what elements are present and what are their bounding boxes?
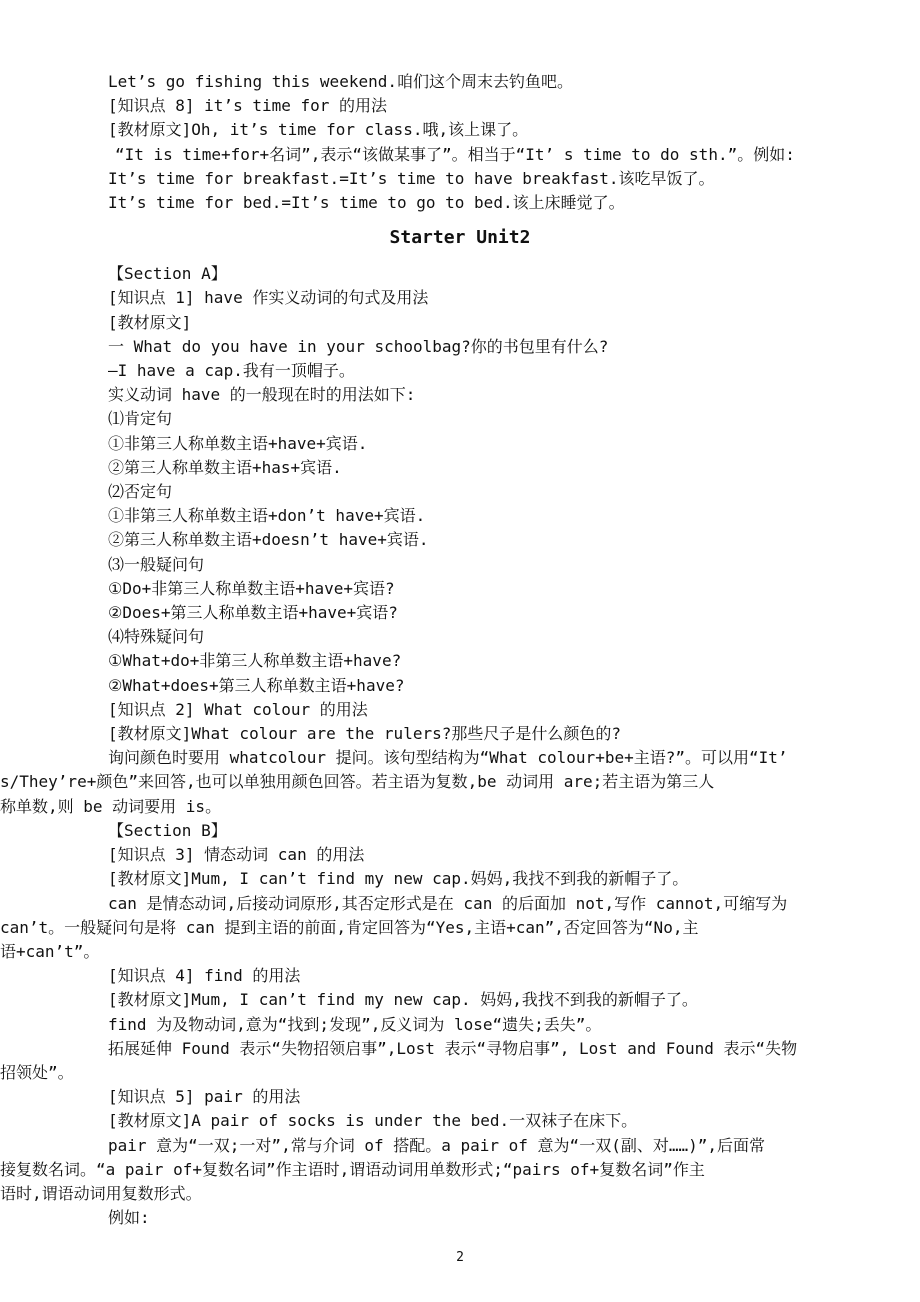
- list-item: ①What+do+非第三人称单数主语+have?: [108, 651, 402, 671]
- text-line: “It is time+for+名词”,表示“该做某事了”。相当于“It’ s time to do sth.”。例如:: [115, 144, 795, 164]
- textbook-quote-label: [教材原文]: [108, 312, 192, 332]
- paragraph-line: 接复数名词。“a pair of+复数名词”作主语时,谓语动词用单数形式;“pairs of+复数名词”作主: [0, 1159, 705, 1179]
- list-item: ①Do+非第三人称单数主语+have+宾语?: [108, 578, 395, 598]
- paragraph-line: 称单数,则 be 动词要用 is。: [0, 796, 222, 816]
- textbook-quote: [教材原文]Oh, it’s time for class.哦,该上课了。: [108, 120, 529, 140]
- dialogue-line: —I have a cap.我有一顶帽子。: [108, 361, 355, 381]
- list-heading: ⑶一般疑问句: [108, 554, 205, 574]
- knowledge-point-heading: [知识点 4] find 的用法: [108, 966, 301, 986]
- knowledge-point-heading: [知识点 8] it’s time for 的用法: [108, 96, 388, 116]
- paragraph-line: can’t。一般疑问句是将 can 提到主语的前面,肯定回答为“Yes,主语+can”,否定回答为“No,主: [0, 917, 699, 937]
- section-heading: 【Section A】: [108, 264, 227, 284]
- example-line: It’s time for bed.=It’s time to go to bed.该上床睡觉了。: [108, 193, 625, 213]
- paragraph-line: 语时,谓语动词用复数形式。: [0, 1183, 202, 1203]
- text-line: 实义动词 have 的一般现在时的用法如下:: [108, 385, 416, 405]
- example-label: 例如:: [108, 1208, 150, 1228]
- textbook-quote: [教材原文]A pair of socks is under the bed.一双袜子在床下。: [108, 1111, 638, 1131]
- paragraph-line: 招领处”。: [0, 1062, 74, 1082]
- paragraph-line: can 是情态动词,后接动词原形,其否定形式是在 can 的后面加 not,写作 cannot,可缩写为: [108, 893, 788, 913]
- page-number: 2: [456, 1250, 464, 1265]
- knowledge-point-heading: [知识点 3] 情态动词 can 的用法: [108, 845, 365, 865]
- paragraph-line: 语+can’t”。: [0, 941, 100, 961]
- list-item: ②What+does+第三人称单数主语+have?: [108, 675, 405, 695]
- list-heading: ⑴肯定句: [108, 409, 173, 429]
- list-item: ②第三人称单数主语+doesn’t have+宾语.: [108, 530, 429, 550]
- paragraph-line: 拓展延伸 Found 表示“失物招领启事”,Lost 表示“寻物启事”, Lost and Found 表示“失物: [108, 1038, 798, 1058]
- section-heading: 【Section B】: [108, 820, 227, 840]
- list-heading: ⑷特殊疑问句: [108, 627, 205, 647]
- textbook-quote: [教材原文]Mum, I can’t find my new cap.妈妈,我找不到我的新帽子了。: [108, 869, 689, 889]
- knowledge-point-heading: [知识点 1] have 作实义动词的句式及用法: [108, 288, 429, 308]
- list-item: ①非第三人称单数主语+don’t have+宾语.: [108, 506, 426, 526]
- page-content: [0, 70, 856, 1230]
- textbook-quote: [教材原文]Mum, I can’t find my new cap. 妈妈,我找不到我的新帽子了。: [108, 990, 698, 1010]
- list-item: ②Does+第三人称单数主语+have+宾语?: [108, 603, 398, 623]
- paragraph-line: pair 意为“一双;一对”,常与介词 of 搭配。a pair of 意为“一双(副、对……)”,后面常: [108, 1135, 765, 1155]
- list-item: ①非第三人称单数主语+have+宾语.: [108, 433, 368, 453]
- example-line: It’s time for breakfast.=It’s time to have breakfast.该吃早饭了。: [108, 168, 715, 188]
- paragraph-line: 询问颜色时要用 whatcolour 提问。该句型结构为“What colour+be+主语?”。可以用“It’: [108, 748, 788, 768]
- list-item: ②第三人称单数主语+has+宾语.: [108, 457, 342, 477]
- knowledge-point-heading: [知识点 2] What colour 的用法: [108, 699, 368, 719]
- list-heading: ⑵否定句: [108, 482, 173, 502]
- paragraph-line: s/They’re+颜色”来回答,也可以单独用颜色回答。若主语为复数,be 动词用 are;若主语为第三人: [0, 772, 715, 792]
- text-line: find 为及物动词,意为“找到;发现”,反义词为 lose“遗失;丢失”。: [108, 1014, 602, 1034]
- textbook-quote: [教材原文]What colour are the rulers?那些尺子是什么颜色的?: [108, 724, 621, 744]
- knowledge-point-heading: [知识点 5] pair 的用法: [108, 1087, 301, 1107]
- text-line: Let’s go fishing this weekend.咱们这个周末去钓鱼吧。: [108, 72, 573, 91]
- dialogue-line: 一 What do you have in your schoolbag?你的书包里有什么?: [108, 336, 609, 356]
- unit-title: Starter Unit2: [389, 227, 531, 249]
